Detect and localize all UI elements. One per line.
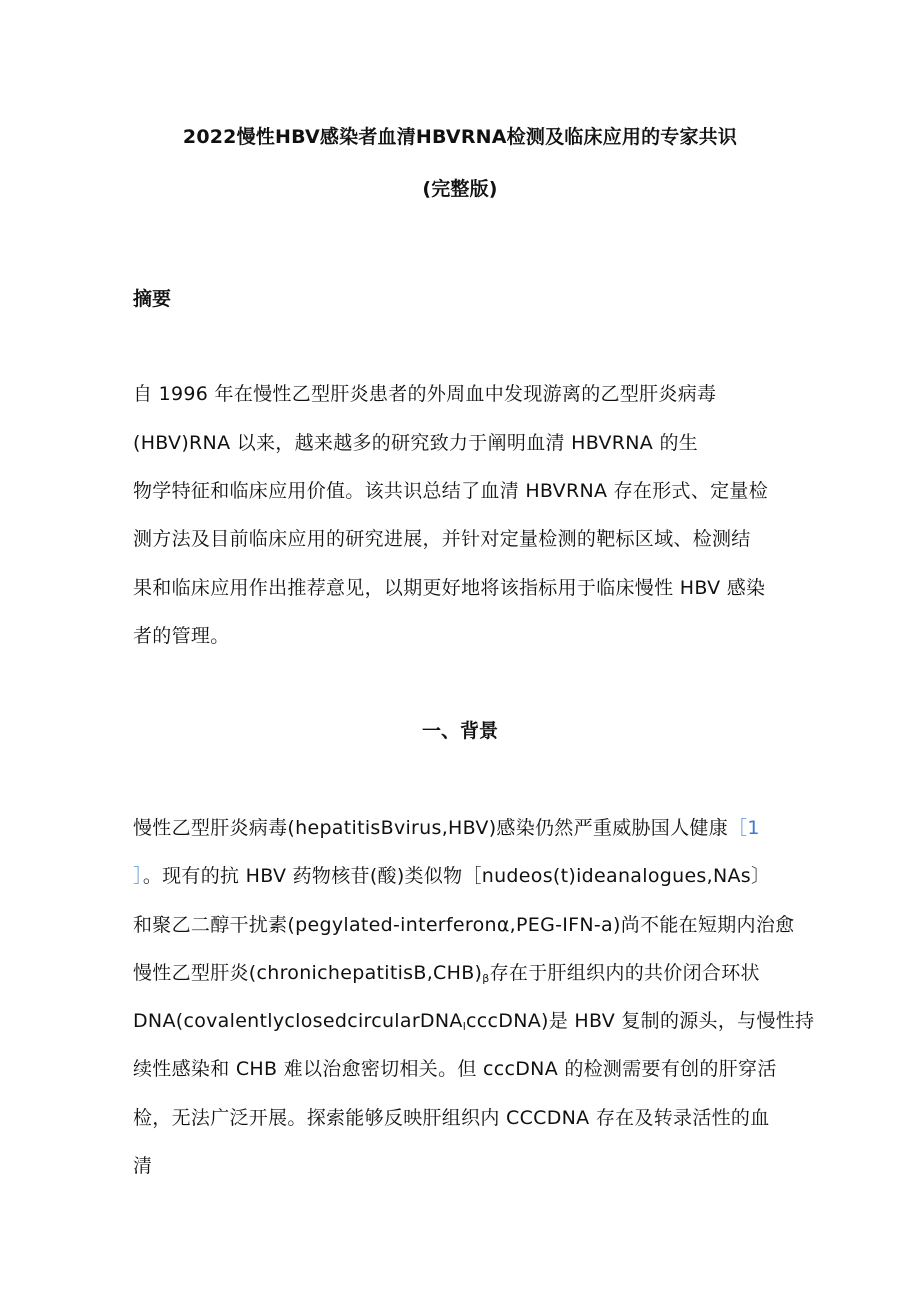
abstract-line-3: 物学特征和临床应用价值。该共识总结了血清 HBVRNA 存在形式、定量检: [133, 480, 769, 502]
body-line-8: 清: [133, 1155, 153, 1177]
body-line-2-text: 。现有的抗 HBV 药物核苷(酸)类似物［nudeos(t)ideanalogues,NAs〕: [142, 865, 771, 887]
body-line-5-text: DNA(covalentlyclosedcircularDNA: [133, 1010, 463, 1032]
body-line-1: [133, 813, 760, 840]
body-line-1-text: 慢性乙型肝炎病毒(hepatitisBvirus,HBV)感染仍然严重威胁国人健康: [133, 817, 729, 839]
body-line-2: [133, 861, 770, 888]
body-line-4-text: 慢性乙型肝炎(chronichepatitisB,CHB): [133, 962, 483, 984]
body-line-7: 检，无法广泛开展。探索能够反映肝组织内 CCCDNA 存在及转录活性的血: [133, 1107, 770, 1129]
body-line-6: 续性感染和 CHB 难以治愈密切相关。但 cccDNA 的检测需要有创的肝穿活: [133, 1058, 777, 1080]
body-line-5: [133, 1006, 814, 1033]
body-line-4: [133, 958, 760, 985]
section-heading-background: 一、背景: [421, 720, 498, 742]
document-title: 2022慢性HBV感染者血清HBVRNA检测及临床应用的专家共识: [182, 126, 738, 148]
body-line-3: 和聚乙二醇干扰素(pegylated-interferonα,PEG-IFN-a)尚不能在短期内治愈: [133, 914, 795, 936]
abstract-line-1: 自 1996 年在慢性乙型肝炎患者的外周血中发现游离的乙型肝炎病毒: [133, 383, 717, 405]
abstract-line-6: 者的管理。: [133, 625, 230, 647]
body-line-4-sub: β: [482, 972, 490, 985]
abstract-line-4: 测方法及目前临床应用的研究进展，并针对定量检测的靶标区域、检测结: [133, 528, 751, 550]
document-subtitle: (完整版): [422, 178, 498, 200]
abstract-line-2: (HBV)RNA 以来，越来越多的研究致力于阐明血清 HBVRNA 的生: [133, 432, 699, 454]
body-line-5-rest: cccDNA)是 HBV 复制的源头，与慢性持: [466, 1010, 815, 1032]
abstract-heading: 摘要: [133, 288, 172, 310]
body-line-4-rest: 存在于肝组织内的共价闭合环状: [489, 962, 760, 984]
citation-link-1-open[interactable]: ［1: [728, 817, 760, 839]
abstract-line-5: 果和临床应用作出推荐意见，以期更好地将该指标用于临床慢性 HBV 感染: [133, 577, 766, 599]
body-line-5-sub: l: [462, 1020, 467, 1033]
citation-link-1-close[interactable]: ］: [133, 865, 143, 887]
